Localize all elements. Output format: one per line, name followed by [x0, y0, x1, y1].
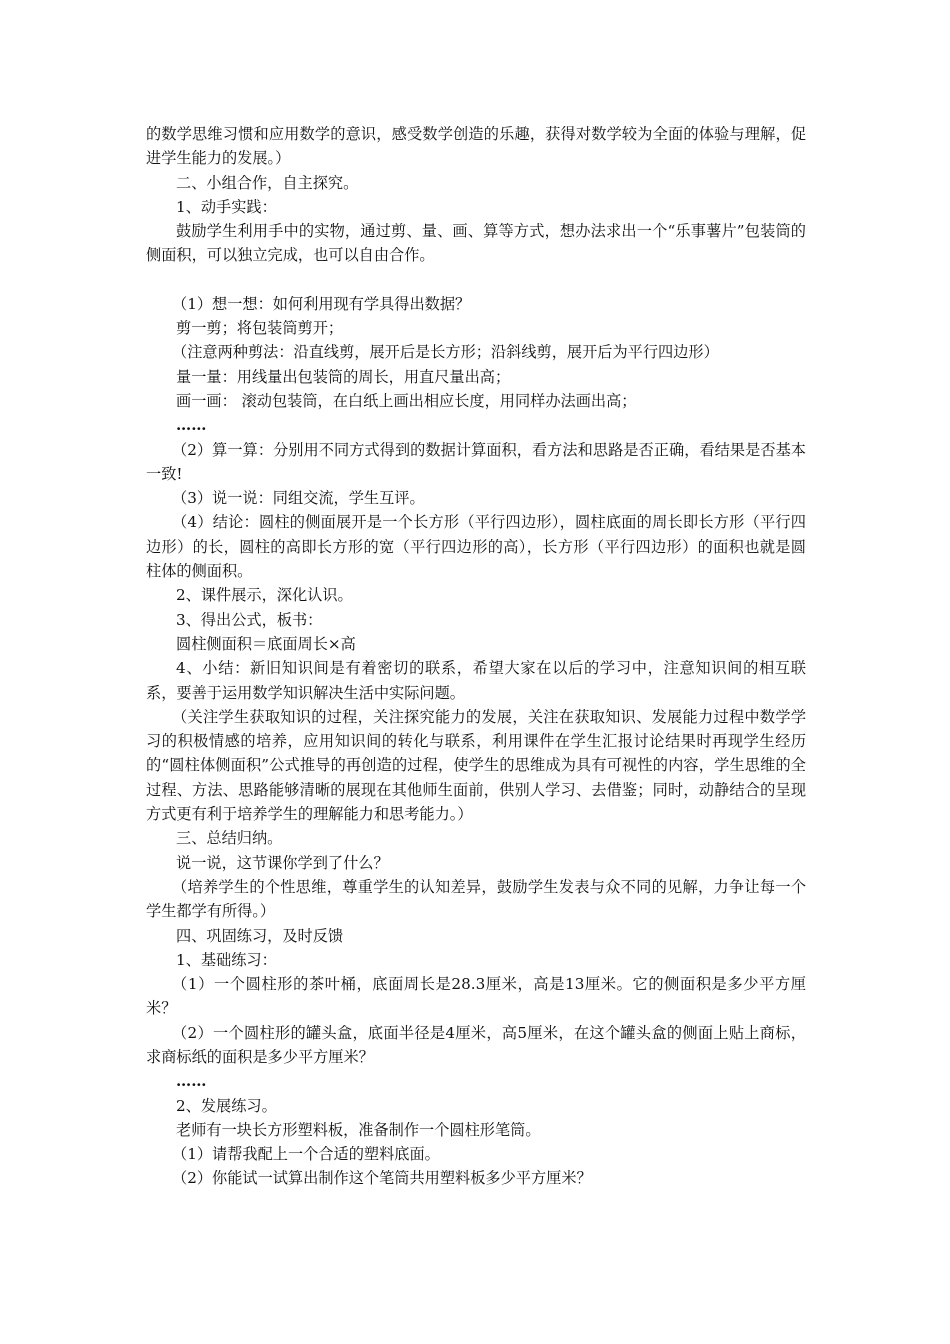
heading-conclude: 三、总结归纳。: [176, 829, 283, 848]
step-measure: 量一量：用线量出包装筒的周长，用直尺量出高；: [176, 367, 511, 386]
paragraph-commentary: （关注学生获取知识的过程，关注探究能力的发展，关注在获取知识、发展能力过程中数学学习的积极情感的培养，应用知识间的转化与联系，利用课件在学生汇报讨论结果时再现学生经历的“圆柱体侧面积”公式推导的再创造的过程，使学生的思维成为具有可视性的内容，学生思维的全过程、方法、思路能够清晰的展现在其他师生面前，供别人学习、去借鉴；同时，动静结合的呈现方式更有利于培养学生的理解能力和思考能力。）: [146, 707, 806, 824]
note-cut-methods: （注意两种剪法：沿直线剪，展开后是长方形；沿斜线剪，展开后为平行四边形）: [172, 343, 719, 362]
heading-practice: 四、巩固练习，及时反馈: [176, 926, 344, 945]
ellipsis: ……: [176, 1072, 207, 1091]
heading-group-cooperation: 二、小组合作，自主探究。: [176, 173, 359, 192]
step-draw: 画一画： 滚动包装筒，在白纸上画出相应长度，用同样办法画出高；: [176, 391, 637, 410]
heading-extended-practice: 2、发展练习。: [176, 1096, 277, 1115]
heading-courseware: 2、课件展示，深化认识。: [176, 586, 353, 605]
exercise-tea-bucket: （1）一个圆柱形的茶叶桶，底面周长是28.3厘米，高是13厘米。它的侧面积是多少平方厘米？: [146, 975, 806, 1018]
step-think: （1）想一想：如何利用现有学具得出数据？: [172, 294, 471, 313]
formula-text: 圆柱侧面积＝底面周长×高: [176, 634, 356, 653]
heading-formula: 3、得出公式，板书：: [176, 610, 323, 629]
paragraph-encourage: 鼓励学生利用手中的实物，通过剪、量、画、算等方式，想办法求出一个“乐事薯片”包装筒的侧面积，可以独立完成，也可以自由合作。: [146, 222, 806, 265]
paragraph-pen-holder: 老师有一块长方形塑料板，准备制作一个圆柱形笔筒。: [176, 1120, 541, 1139]
exercise-can: （2）一个圆柱形的罐头盒，底面半径是4厘米，高5厘米，在这个罐头盒的侧面上贴上商标，求商标纸的面积是多少平方厘米？: [146, 1023, 806, 1066]
step-calculate: （2）算一算：分别用不同方式得到的数据计算面积，看方法和思路是否正确，看结果是否基本一致!: [146, 440, 806, 483]
step-conclusion: （4）结论：圆柱的侧面展开是一个长方形（平行四边形），圆柱底面的周长即长方形（平行四边形）的长，圆柱的高即长方形的宽（平行四边形的高），长方形（平行四边形）的面积也就是圆柱体的侧面积。: [146, 513, 806, 581]
step-discuss: （3）说一说：同组交流，学生互评。: [172, 489, 425, 508]
paragraph-summary: 4、小结：新旧知识间是有着密切的联系，希望大家在以后的学习中，注意知识间的相互联系，要善于运用数学知识解决生活中实际问题。: [146, 659, 806, 702]
paragraph-what-learned: 说一说，这节课你学到了什么？: [176, 853, 389, 872]
paragraph-intro-continued: 的数学思维习惯和应用数学的意识，感受数学创造的乐趣，获得对数学较为全面的体验与理解，促进学生能力的发展。）: [146, 125, 806, 168]
exercise-base: （1）请帮我配上一个合适的塑料底面。: [172, 1145, 440, 1164]
step-cut: 剪一剪；将包装筒剪开；: [176, 319, 344, 338]
blank-line: [146, 268, 806, 292]
paragraph-individual-thinking: （培养学生的个性思维，尊重学生的认知差异，鼓励学生发表与众不同的见解，力争让每一个学生都学有所得。）: [146, 877, 806, 921]
heading-basic-practice: 1、基础练习：: [176, 950, 277, 969]
ellipsis: ……: [176, 416, 207, 435]
document-page: [146, 122, 806, 1191]
heading-hands-on: 1、动手实践：: [176, 197, 277, 216]
exercise-total-area: （2）你能试一试算出制作这个笔筒共用塑料板多少平方厘米？: [172, 1169, 592, 1188]
